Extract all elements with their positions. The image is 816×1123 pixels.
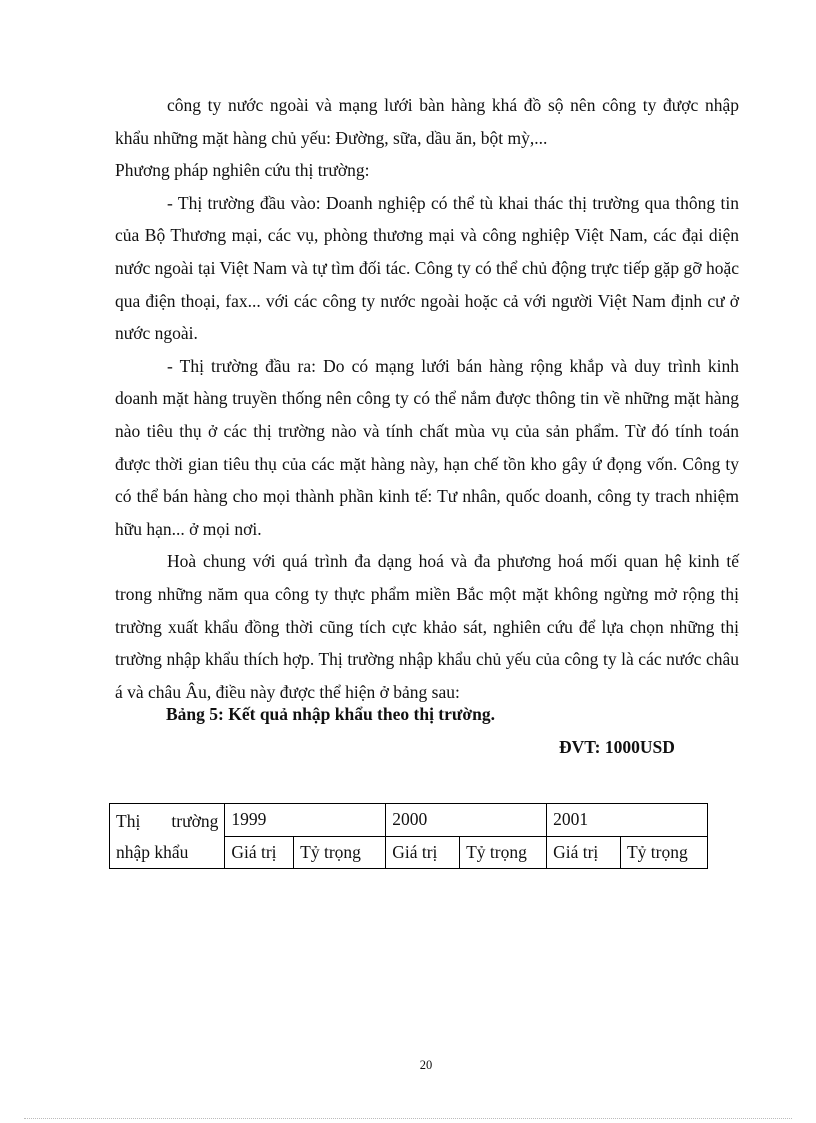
row-header-cell: [110, 804, 225, 869]
page-number: 20: [419, 1058, 433, 1072]
import-results-table: [109, 803, 708, 869]
page-bottom-rule: [24, 1118, 792, 1119]
row-header-line2: nhập khẩu: [116, 842, 189, 862]
table-row: [110, 804, 708, 837]
year-header-2000: 2000: [386, 804, 547, 837]
paragraph-input-market: - Thị trường đầu vào: Doanh nghiệp có thể tù khai thác thị trường qua thông tin của Bộ Thương mại, các vụ, phòng thương mại và công nghiệp Việt Nam, các đại diện nước ngoài tại Việt Nam và tự tìm đối tác. Công ty có thể chủ động trực tiếp gặp gỡ hoặc qua điện thoại, fax... với các công ty nước ngoài hoặc cả với người Việt Nam định cư ở nước ngoài.: [115, 192, 739, 344]
paragraph-continuation: công ty nước ngoài và mạng lưới bàn hàng khá đồ sộ nên công ty được nhập khẩu những mặt hàng chủ yếu: Đường, sữa, dầu ăn, bột mỳ,...: [115, 95, 739, 148]
column-header-value: Giá trị: [547, 836, 621, 869]
column-header-value: Giá trị: [386, 836, 460, 869]
column-header-share: Tỷ trọng: [460, 836, 547, 869]
column-header-share: Tỷ trọng: [620, 836, 707, 869]
paragraph-method-heading: Phương pháp nghiên cứu thị trường:: [115, 160, 370, 181]
row-header-line1: [116, 806, 218, 837]
year-header-2001: 2001: [547, 804, 708, 837]
paragraph-output-market: - Thị trường đầu ra: Do có mạng lưới bán hàng rộng khắp và duy trình kinh doanh mặt hàng truyền thống nên công ty có thể nắm được thông tin về những mặt hàng nào tiêu thụ ở các thị trường nào và tính chất mùa vụ của sản phẩm. Từ đó tính toán được thời gian tiêu thụ của các mặt hàng này, hạn chế tồn kho gây ứ đọng vốn. Công ty có thể bán hàng cho mọi thành phần kinh tế: Tư nhân, quốc doanh, công ty trach nhiệm hữu hạn... ở mọi nơi.: [115, 355, 739, 539]
table-unit: ĐVT: 1000USD: [559, 737, 675, 757]
table-caption: Bảng 5: Kết quả nhập khẩu theo thị trường.: [166, 704, 495, 724]
year-header-1999: 1999: [225, 804, 386, 837]
column-header-value: Giá trị: [225, 836, 294, 869]
row-header-word: Thị: [116, 811, 141, 831]
body-text: [115, 89, 739, 708]
column-header-share: Tỷ trọng: [294, 836, 386, 869]
paragraph-import-markets: Hoà chung với quá trình đa dạng hoá và đa phương hoá mối quan hệ kinh tế trong những năm qua công ty thực phẩm miền Bắc một mặt không ngừng mở rộng thị trường xuất khẩu đồng thời cũng tích cực khảo sát, nghiên cứu để lựa chọn những thị trường nhập khẩu thích hợp. Thị trường nhập khẩu chủ yếu của công ty là các nước châu á và châu Âu, điều này được thể hiện ở bảng sau:: [115, 551, 739, 702]
row-header-word: trường: [171, 811, 219, 831]
